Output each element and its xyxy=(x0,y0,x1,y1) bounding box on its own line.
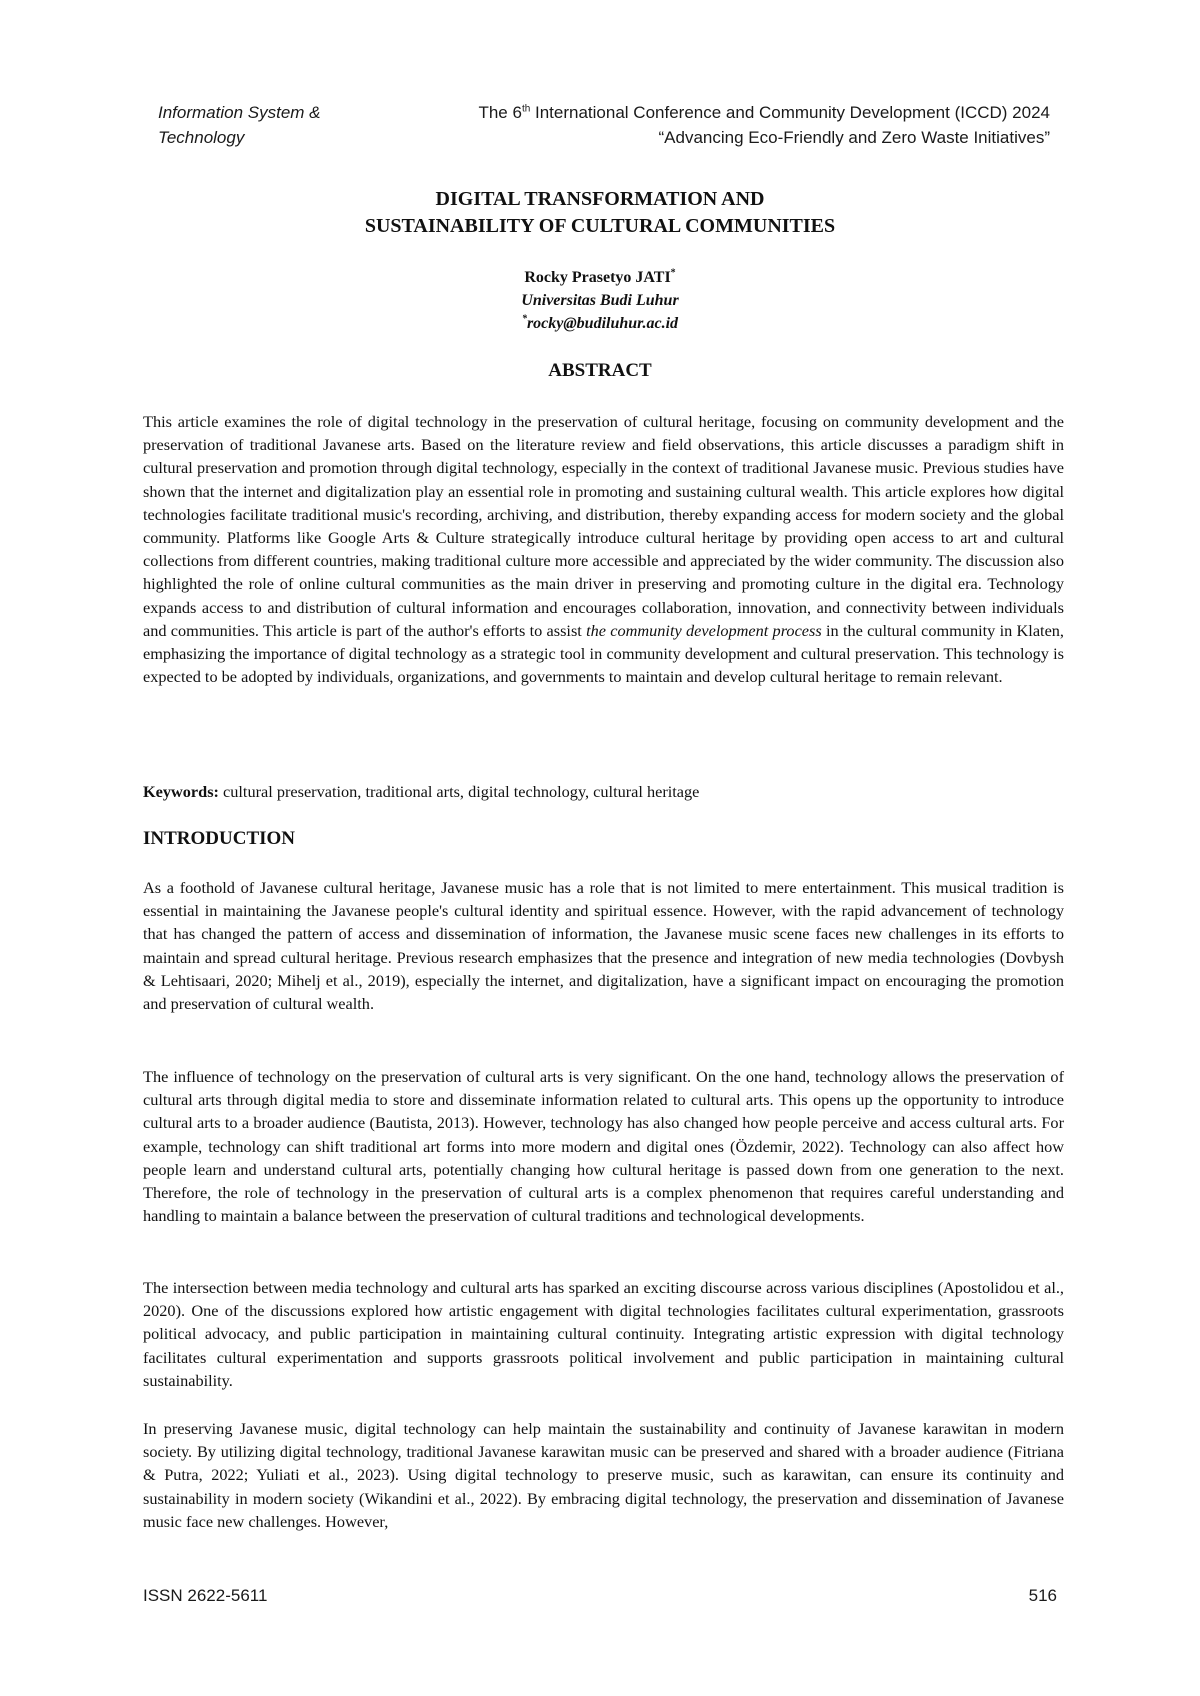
conference-theme: “Advancing Eco-Friendly and Zero Waste Initiatives” xyxy=(658,128,1050,147)
abstract-heading: ABSTRACT xyxy=(548,360,652,381)
paper-title xyxy=(150,186,1050,240)
abstract-text: This article examines the role of digital technology in the preservation of cultural heritage, focusing on community development and the preservation of traditional Javanese arts. Based on the literature review and field observations, this article discusses a paradigm shift in cultural preservation and promotion through digital technology, especially in the context of traditional Javanese music. Previous studies have shown that the internet and digitalization play an essential role in promoting and sustaining cultural wealth. This article explores how digital technologies facilitate traditional music's recording, archiving, and distribution, thereby expanding access for modern society and the global community. Platforms like Google Arts & Culture strategically introduce cultural heritage by providing open access to art and cultural collections from different countries, making traditional culture more accessible and appreciated by the wider community. The discussion also highlighted the role of online cultural communities as the main driver in preserving and promoting culture in the digital era. Technology expands access to and distribution of cultural information and encourages collaboration, innovation, and connectivity between individuals and communities. This article is part of the author's efforts to assist the community development process in the cultural community in Klaten, emphasizing the importance of digital technology as a strategic tool in community development and cultural preservation. This technology is expected to be adopted by individuals, organizations, and governments to maintain and develop cultural heritage to remain relevant. xyxy=(143,412,1065,687)
keywords-list: cultural preservation, traditional arts, digital technology, cultural heritage xyxy=(218,782,700,801)
keywords xyxy=(143,780,1064,803)
page-number: 516 xyxy=(1028,1586,1057,1605)
intro-paragraph: The intersection between media technology and cultural arts has sparked an exciting discourse across various disciplines (Apostolidou et al., 2020). One of the discussions explored how artistic engagement with digital technologies facilitates cultural experimentation, grassroots political advocacy, and public participation in maintaining cultural continuity. Integrating artistic expression with digital technology facilitates cultural experimentation and supports grassroots political involvement and public participation in maintaining cultural sustainability. xyxy=(143,1278,1064,1390)
conference-info xyxy=(478,100,1050,150)
journal-section-line1: Information System & xyxy=(158,103,321,122)
author-email[interactable]: *rocky@budiluhur.ac.id xyxy=(521,313,679,332)
intro-paragraph: As a foothold of Javanese cultural heritage, Javanese music has a role that is not limited to mere entertainment. This musical tradition is essential in maintaining the Javanese people's cultural identity and spiritual essence. However, with the rapid advancement of technology that has changed the pattern of access and dissemination of information, the Javanese music scene faces new challenges in its efforts to maintain and spread cultural heritage. Previous research emphasizes that the presence and integration of new media technologies (Dovbysh & Lehtisaari, 2020; Mihelj et al., 2019), especially the internet, and digitalization, have a significant impact on encouraging the promotion and preservation of cultural wealth. xyxy=(143,878,1064,1014)
journal-section xyxy=(158,100,321,150)
keywords-label: Keywords: xyxy=(143,782,219,801)
title-line2: SUSTAINABILITY OF CULTURAL COMMUNITIES xyxy=(364,215,836,237)
issn: ISSN 2622-5611 xyxy=(143,1586,268,1605)
intro-paragraph: In preserving Javanese music, digital technology can help maintain the sustainability and continuity of Javanese karawitan in modern society. By utilizing digital technology, traditional Javanese karawitan music can be preserved and shared with a broader audience (Fitriana & Putra, 2022; Yuliati et al., 2023). Using digital technology to preserve music, such as karawitan, can ensure its continuity and sustainability in modern society (Wikandini et al., 2022). By embracing digital technology, the preservation and dissemination of Javanese music face new challenges. However, xyxy=(143,1419,1064,1531)
title-line1: DIGITAL TRANSFORMATION AND xyxy=(435,188,765,210)
introduction-heading: INTRODUCTION xyxy=(143,828,296,849)
author-name: Rocky Prasetyo JATI* xyxy=(524,267,676,286)
author-affiliation: Universitas Budi Luhur xyxy=(521,292,679,309)
intro-paragraph: The influence of technology on the preservation of cultural arts is very significant. On the one hand, technology allows the preservation of cultural arts through digital media to store and disseminate information related to cultural arts. This opens up the opportunity to introduce cultural arts to a broader audience (Bautista, 2013). However, technology has also changed how people perceive and access cultural arts. For example, technology can shift traditional art forms into more modern and digital ones (Özdemir, 2022). Technology can also affect how people learn and understand cultural arts, potentially changing how cultural heritage is passed down from one generation to the next. Therefore, the role of technology in the preservation of cultural arts is a complex phenomenon that requires careful understanding and handling to maintain a balance between the preservation of cultural traditions and technological developments. xyxy=(143,1067,1064,1226)
conference-name: The 6th International Conference and Community Development (ICCD) 2024 xyxy=(478,103,1050,122)
journal-section-line2: Technology xyxy=(158,128,245,147)
author-block xyxy=(150,266,1050,335)
